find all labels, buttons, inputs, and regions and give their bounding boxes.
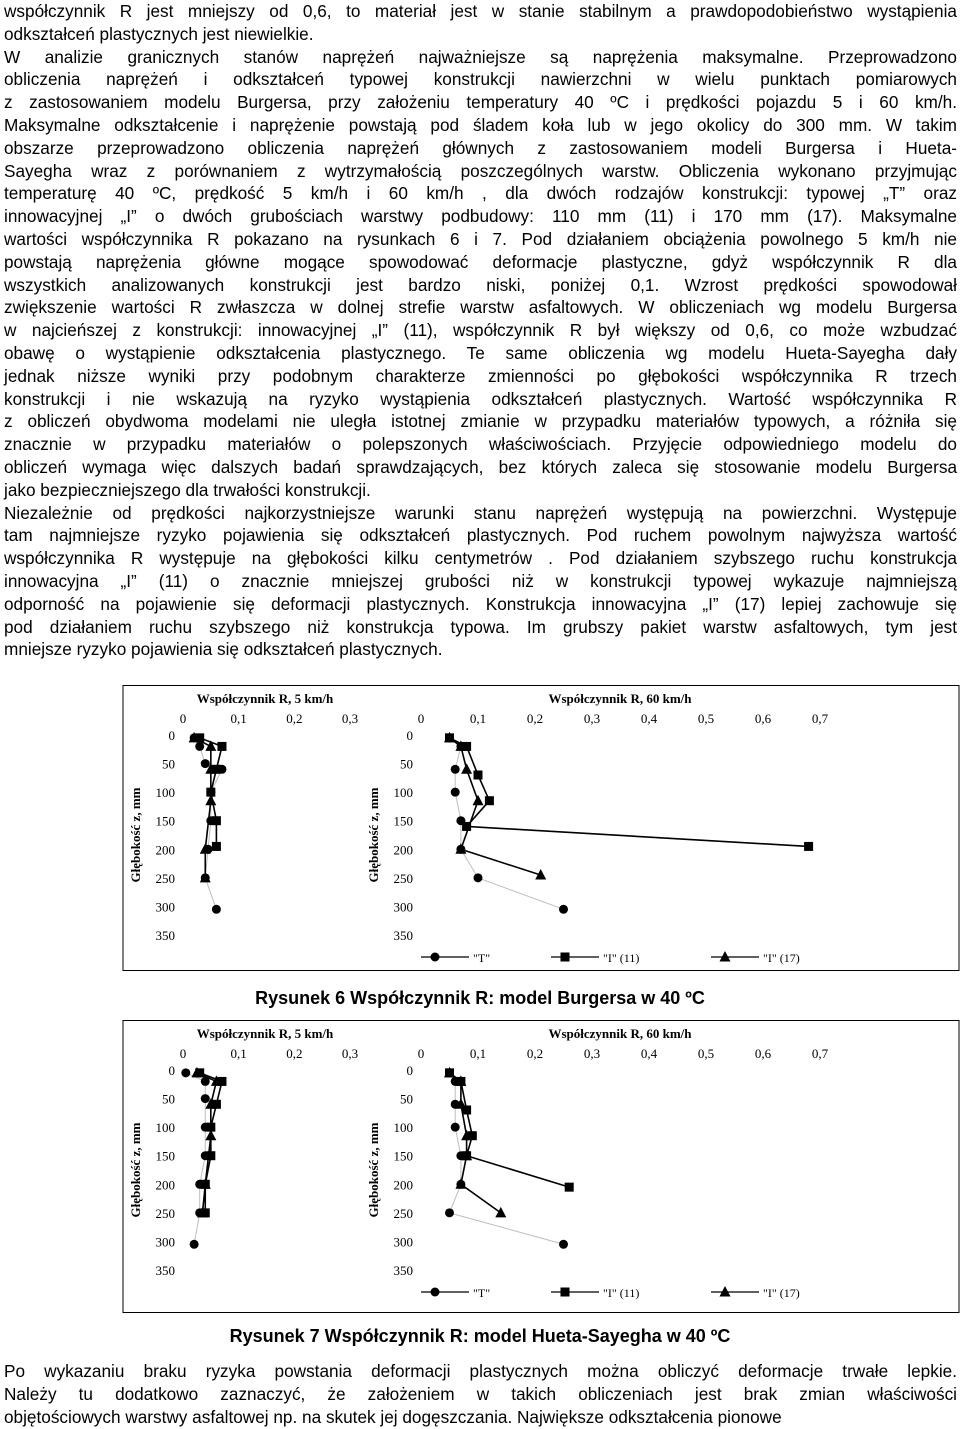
text-line: znacznie w przypadku materiałów o polepszonych właściwościach. Przyjęcie odpowiedniego modelu do — [4, 434, 957, 455]
y-tick-label: 100 — [393, 785, 413, 801]
text-line: wszystkich analizowanych konstrukcji jest bardzo niski, poniżej 0,1. Wzrost prędkości spowodował — [4, 274, 957, 295]
y-tick-label: 200 — [155, 1177, 175, 1193]
y-tick-label: 350 — [393, 928, 413, 943]
x-tick-label: 0 — [179, 1046, 187, 1061]
y-axis-label: Głębokość z, mm — [128, 1122, 143, 1218]
text-line: obliczeń wymaga więc dalszych badań sprawdzających, bez których zaleca się stosowanie modelu Burgersa — [4, 456, 957, 477]
text-line: obliczenia naprężeń i odkształceń typowej konstrukcji nawierzchni w wielu punktach pomiarowych — [4, 69, 957, 90]
data-point — [205, 740, 216, 751]
text-line: współczynnika R występuje na głębokości kilku centymetrów . Pod działaniem szybszego ruchu konstrukcja — [4, 548, 957, 569]
text-line: mniejsze ryzyko pojawienia się odkształceń plastycznych. — [4, 639, 443, 660]
y-tick-label: 350 — [393, 1263, 413, 1278]
series-line — [200, 1073, 222, 1213]
y-tick-label: 250 — [393, 870, 413, 886]
y-tick-label: 300 — [155, 1234, 175, 1250]
x-tick-label: 0,1 — [469, 1046, 487, 1061]
data-point — [451, 1123, 460, 1132]
y-axis-label: Głębokość z, mm — [366, 787, 381, 883]
text-line: z zastosowaniem modelu Burgersa, przy założeniu temperatury 40 ºC i prędkości pojazdu 5 i 60 km/h. — [4, 92, 957, 113]
y-tick-label: 250 — [155, 1205, 175, 1221]
data-point — [445, 1208, 454, 1217]
legend-marker — [431, 953, 440, 962]
legend-label: "I" (17) — [763, 1286, 800, 1300]
x-tick-label: 0,2 — [526, 711, 544, 726]
figure-7-caption: Rysunek 7 Współczynnik R: model Hueta-Sayegha w 40 ºC — [229, 1326, 731, 1346]
series-line — [450, 1073, 570, 1187]
text-line: obszarze przeprowadzono obliczenia naprężeń głównych z zastosowaniem modeli Burgersa i Hueta- — [4, 137, 957, 158]
data-point — [181, 1068, 190, 1077]
text-line: Po wykazaniu braku ryzyka powstania deformacji plastycznych można obliczyć deformacje trwałe lepkie. — [4, 1361, 957, 1381]
text-line: pod działaniem ruchu szybszego niż konstrukcja typowa. Im grubszy pakiet warstw asfaltowych, tym jest — [4, 616, 957, 637]
figure-frame — [123, 686, 959, 971]
y-tick-label: 150 — [155, 813, 175, 829]
data-point — [190, 1240, 199, 1249]
y-tick-label: 300 — [393, 899, 413, 915]
data-point — [559, 905, 568, 914]
y-tick-label: 0 — [168, 728, 175, 743]
y-tick-label: 100 — [155, 1120, 175, 1136]
x-tick-label: 0,1 — [469, 711, 487, 726]
data-point — [474, 771, 483, 780]
legend-label: "I" (11) — [603, 1286, 640, 1300]
series-line — [450, 738, 541, 875]
figure-6-caption: Rysunek 6 Współczynnik R: model Burgersa w 40 ºC — [255, 988, 705, 1008]
y-tick-label: 200 — [393, 1177, 413, 1193]
text-line: Należy tu dodatkowo zaznaczyć, że założeniem w takich obliczeniach jest brak zmian właściwości — [4, 1383, 957, 1404]
text-line: innowacyjna „I” (11) o znacznie mniejszej grubości niż w konstrukcji typowej wykazuje najmniejszą — [4, 570, 957, 591]
body-text-bottom — [4, 1360, 957, 1428]
x-tick-label: 0,3 — [341, 1046, 359, 1061]
data-point — [201, 1094, 210, 1103]
chart-title: Współczynnik R, 5 km/h — [196, 1026, 334, 1041]
chart-title: Współczynnik R, 5 km/h — [196, 691, 334, 706]
y-tick-label: 0 — [168, 1063, 175, 1078]
x-tick-label: 0,3 — [341, 711, 359, 726]
x-tick-label: 0,7 — [811, 711, 829, 726]
y-tick-label: 150 — [155, 1148, 175, 1164]
text-line: w najcieńszej z konstrukcji: innowacyjnej „I” (11), współczynnik R był większy od 0,6, co może wzbudzać — [4, 320, 957, 341]
text-line: odkształceń plastycznych jest niewielkie. — [4, 23, 314, 44]
x-tick-label: 0,6 — [754, 711, 772, 726]
y-tick-label: 350 — [155, 1263, 175, 1278]
text-line: współczynnik R jest mniejszy od 0,6, to materiał jest w stanie stabilnym a prawdopodobieństwo wystąpienia — [4, 1, 957, 21]
legend-marker — [431, 1288, 440, 1297]
figure-7-charts — [0, 1020, 960, 1315]
text-line: zwiększenie wartości R zwłaszcza w dolnej strefie warstw asfaltowych. W obliczeniach wg modelu Burgersa — [4, 297, 957, 318]
x-tick-label: 0,6 — [754, 1046, 772, 1061]
text-line: temperaturę 40 ºC, prędkość 5 km/h i 60 km/h , dla dwóch rodzajów konstrukcji: typowej „T” oraz — [4, 183, 957, 204]
chart-title: Współczynnik R, 60 km/h — [548, 1026, 692, 1041]
series-line — [194, 738, 211, 878]
y-tick-label: 100 — [393, 1120, 413, 1136]
y-tick-label: 200 — [393, 842, 413, 858]
legend-marker — [720, 951, 731, 962]
data-point — [212, 842, 221, 851]
data-point — [212, 816, 221, 825]
data-point — [451, 765, 460, 774]
data-point — [212, 905, 221, 914]
body-text-top — [4, 0, 957, 661]
text-line: Niezależnie od prędkości najkorzystniejsze warunki stanu naprężeń występują na powierzchni. Występuje — [4, 502, 957, 523]
x-tick-label: 0,5 — [697, 711, 715, 726]
data-point — [473, 795, 484, 806]
data-point — [485, 796, 494, 805]
data-point — [474, 873, 483, 882]
y-tick-label: 250 — [155, 870, 175, 886]
y-tick-label: 50 — [400, 1091, 413, 1107]
text-line: Maksymalne odkształcenie i naprężenie powstają pod śladem koła lub w jego okolicy do 300 mm. W takim — [4, 114, 957, 135]
chart-panel-0 — [128, 1026, 358, 1278]
y-tick-label: 300 — [155, 899, 175, 915]
data-point — [559, 1240, 568, 1249]
chart-title: Współczynnik R, 60 km/h — [548, 691, 692, 706]
x-tick-label: 0,1 — [230, 711, 247, 726]
y-tick-label: 350 — [155, 928, 175, 943]
chart-panel-1 — [366, 691, 829, 965]
data-point — [565, 1183, 574, 1192]
figure-frame — [123, 1021, 959, 1313]
y-tick-label: 300 — [393, 1234, 413, 1250]
y-tick-label: 50 — [162, 756, 175, 772]
text-line: konstrukcji i nie wskazują na ryzyko wystąpienia odkształceń plastycznych. Wartość współczynnika R — [4, 388, 957, 409]
x-tick-label: 0,2 — [526, 1046, 544, 1061]
data-point — [217, 742, 226, 751]
text-line: obawę o wystąpienie odkształcenia plastycznego. Te same obliczenia wg modelu Hueta-Sayegha dały — [4, 342, 957, 363]
text-line: W analizie granicznych stanów naprężeń najważniejsze są naprężenia maksymalne. Przeprowadzono — [4, 46, 957, 67]
y-tick-label: 200 — [155, 842, 175, 858]
x-tick-label: 0 — [417, 711, 425, 726]
x-tick-label: 0,2 — [286, 711, 303, 726]
legend-label: "T" — [473, 951, 491, 965]
text-line: powstają naprężenia główne mogące spowodować deformacje plastyczne, gdyż współczynnik R dla — [4, 251, 957, 272]
y-tick-label: 50 — [400, 756, 413, 772]
text-line: z obliczeń obydwoma modelami nie uległa istotnej zmianie w przypadku materiałów typowych, a różniła się — [4, 411, 957, 432]
text-line: innowacyjnej „I” o dwóch grubościach warstwy podbudowy: 110 mm (11) i 170 mm (17). Maksymalne — [4, 206, 957, 227]
y-tick-label: 150 — [393, 1148, 413, 1164]
x-tick-label: 0,3 — [583, 1046, 601, 1061]
text-line: objętościowych warstwy asfaltowej np. na skutek jej dogęszczania. Największe odkształcenia pionowe — [4, 1406, 782, 1427]
text-line: Sayegha wraz z porównaniem z wytrzymałością poszczególnych warstw. Obliczenia wykonano przyjmując — [4, 160, 957, 181]
series-line — [450, 1073, 501, 1213]
x-tick-label: 0 — [179, 711, 187, 726]
y-axis-label: Głębokość z, mm — [128, 787, 143, 883]
legend-marker — [561, 953, 570, 962]
text-line: jednak niższe wyniki przy podobnym charakterze zmienności po głębokości współczynnika R trzech — [4, 365, 957, 386]
legend-marker — [720, 1286, 731, 1297]
figure-6-charts — [0, 685, 960, 975]
series-line — [450, 738, 809, 847]
chart-panel-1 — [366, 1026, 829, 1300]
x-tick-label: 0,4 — [640, 1046, 658, 1061]
x-tick-label: 0,4 — [640, 711, 658, 726]
y-tick-label: 0 — [406, 728, 413, 743]
text-line: jako bezpieczniejszego dla trwałości konstrukcji. — [4, 479, 371, 500]
x-tick-label: 0 — [417, 1046, 425, 1061]
x-tick-label: 0,1 — [230, 1046, 247, 1061]
x-tick-label: 0,3 — [583, 711, 601, 726]
text-line: tam najmniejsze ryzyko pojawienia się odkształceń plastycznych. Pod ruchem powolnym najwyższa wartość — [4, 525, 957, 546]
y-tick-label: 100 — [155, 785, 175, 801]
chart-panel-0 — [128, 691, 358, 943]
data-point — [201, 759, 210, 768]
text-line: wartości współczynnika R pokazano na rysunkach 6 i 7. Pod działaniem obciążenia powolnego 5 km/h nie — [4, 228, 957, 249]
x-tick-label: 0,2 — [286, 1046, 303, 1061]
y-axis-label: Głębokość z, mm — [366, 1122, 381, 1218]
y-tick-label: 50 — [162, 1091, 175, 1107]
legend-label: "I" (11) — [603, 951, 640, 965]
legend-marker — [561, 1288, 570, 1297]
data-point — [461, 763, 472, 774]
text-line: odporność na pojawienie się deformacji plastycznych. Konstrukcja innowacyjna „I” (17) lepiej zachowuje się — [4, 593, 957, 614]
x-tick-label: 0,5 — [697, 1046, 715, 1061]
y-tick-label: 0 — [406, 1063, 413, 1078]
data-point — [495, 1207, 506, 1218]
y-tick-label: 250 — [393, 1205, 413, 1221]
legend-label: "I" (17) — [763, 951, 800, 965]
y-tick-label: 150 — [393, 813, 413, 829]
data-point — [804, 842, 813, 851]
x-tick-label: 0,7 — [811, 1046, 829, 1061]
data-point — [195, 742, 204, 751]
legend-label: "T" — [473, 1286, 491, 1300]
data-point — [451, 788, 460, 797]
